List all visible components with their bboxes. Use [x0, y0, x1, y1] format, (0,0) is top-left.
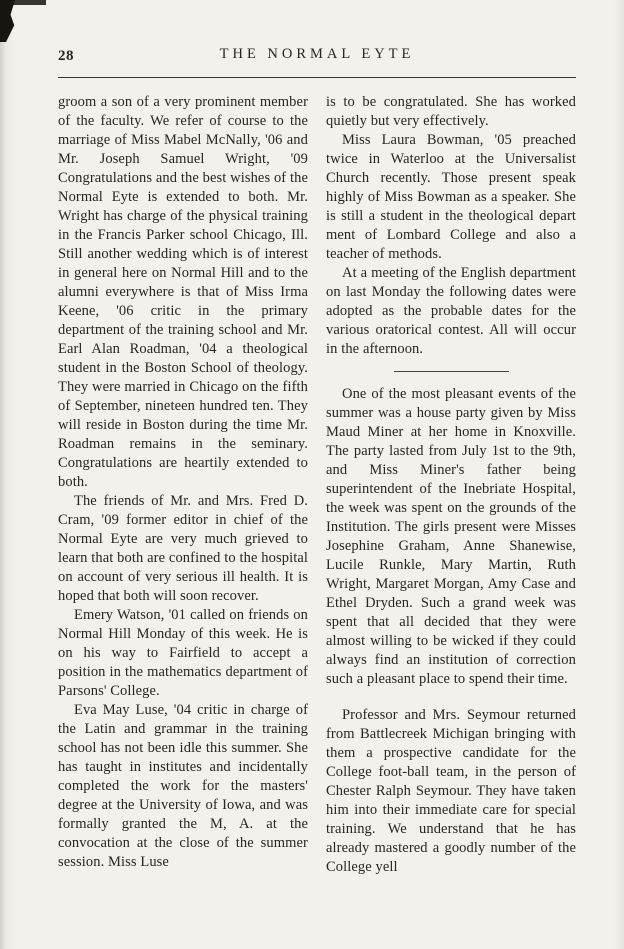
- header-rule: [58, 77, 576, 78]
- page-title: THE NORMAL EYTE: [219, 46, 415, 62]
- paragraph: groom a son of a very prominent member of the faculty. We refer of course to the marriage of Miss Mabel McNally, '06 and Mr. Joseph Samuel Wright, '09 Congratulations and the best wishes of the Normal Eyte is extended to both. Mr. Wright has charge of the physical training in the Francis Parker school Chicago, Ill. Still another wedding which is of interest in general here on Normal Hill and to the alumni everywhere is that of Miss Irma Keene, '06 critic in the primary department of the training school and Mr. Earl Alan Roadman, '04 a theological student in the Boston School of theology. They were married in Chicago on the fifth of September, nineteen hundred ten. They will reside in Boston during the time Mr. Roadman remains in the seminary. Congratulations are heartily extended to both.: [58, 94, 308, 490]
- section-divider: [394, 371, 509, 372]
- right-column: [326, 93, 576, 877]
- page-header: [58, 46, 576, 68]
- paragraph: Professor and Mrs. Seymour returned from Battlecreek Michigan bringing with them a prospective candidate for the College foot-ball team, in the person of Chester Ralph Seymour. They have taken him into their immediate care for special training. We understand that he has already mastered a goodly number of the College yell: [326, 707, 576, 875]
- paragraph: Miss Laura Bowman, '05 preached twice in Waterloo at the Universalist Church recently. Those present speak highly of Miss Bowman as a speaker. She is still a student in the theological depart ment of Lombard College and also a teacher of methods.: [326, 132, 576, 262]
- paragraph: is to be congratulated. She has worked quietly but very effectively.: [326, 94, 576, 129]
- left-column: [58, 93, 308, 877]
- paragraph: Eva May Luse, '04 critic in charge of the Latin and grammar in the training school has not been idle this summer. She has taught in institutes and incidentally completed the work for the masters' degree at the University of Iowa, and was formally granted the M, A. at the convocation at the close of the summer session. Miss Luse: [58, 702, 308, 870]
- paragraph: One of the most pleasant events of the summer was a house party given by Miss Maud Miner at her home in Knoxville. The party lasted from July 1st to the 9th, and Miss Miner's father being superintendent of the Inebriate Hospital, the week was spent on the grounds of the Institution. The girls present were Misses Josephine Graham, Anne Shanewise, Lucile Runkle, Mary Martin, Ruth Wright, Margaret Morgan, Amy Case and Ethel Dryden. Such a grand week was spent that all decided that they were almost willing to be wicked if they could always find an institution of correction such a pleasant place to spend their time.: [326, 386, 576, 687]
- page-number: 28: [58, 48, 74, 64]
- paragraph: Emery Watson, '01 called on friends on Normal Hill Monday of this week. He is on his way to Fairfield to accept a position in the mathematics department of Parsons' College.: [58, 607, 308, 699]
- paragraph: The friends of Mr. and Mrs. Fred D. Cram, '09 former editor in chief of the Normal Eyte are very much grieved to learn that both are confined to the hospital on account of very serious ill health. It is hoped that both will soon recover.: [58, 493, 308, 604]
- paragraph: At a meeting of the English department on last Monday the following dates were adopted as the probable dates for the various oratorical contest. All will occur in the afternoon.: [326, 265, 576, 357]
- two-column-body: [58, 93, 576, 877]
